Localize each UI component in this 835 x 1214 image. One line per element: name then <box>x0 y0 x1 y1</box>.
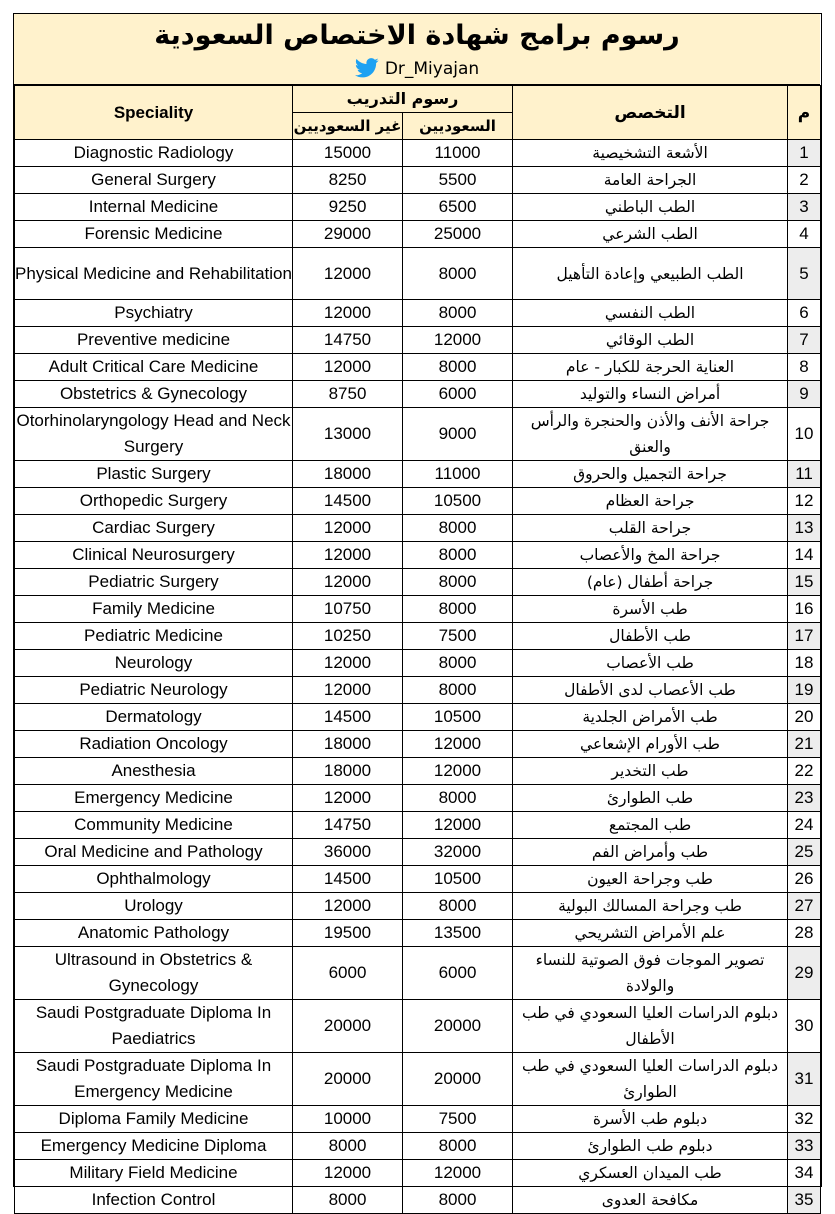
speciality-cell: Military Field Medicine <box>15 1160 293 1187</box>
non-saudi-fee-cell: 29000 <box>293 221 403 248</box>
speciality-cell: Plastic Surgery <box>15 461 293 488</box>
row-index-cell: 29 <box>788 947 821 1000</box>
table-row <box>15 408 821 461</box>
speciality-cell: Saudi Postgraduate Diploma In Emergency Medicine <box>15 1053 293 1106</box>
speciality-cell: Adult Critical Care Medicine <box>15 354 293 381</box>
specialty-ar-cell: دبلوم الدراسات العليا السعودي في طب الأطفال <box>513 1000 788 1053</box>
table-row <box>15 194 821 221</box>
specialty-ar-cell: الطب الشرعي <box>513 221 788 248</box>
row-index-cell: 17 <box>788 623 821 650</box>
table-row <box>15 1187 821 1214</box>
non-saudi-fee-cell: 15000 <box>293 140 403 167</box>
specialty-ar-cell: دبلوم طب الطوارئ <box>513 1133 788 1160</box>
saudi-fee-cell: 6000 <box>403 381 513 408</box>
row-index-cell: 7 <box>788 327 821 354</box>
col-header-specialty-ar: التخصص <box>513 86 788 140</box>
saudi-fee-cell: 10500 <box>403 704 513 731</box>
row-index-cell: 31 <box>788 1053 821 1106</box>
row-index-cell: 15 <box>788 569 821 596</box>
row-index-cell: 20 <box>788 704 821 731</box>
col-header-saudi: السعوديين <box>403 113 513 140</box>
specialty-ar-cell: جراحة أطفال (عام) <box>513 569 788 596</box>
specialty-ar-cell: جراحة العظام <box>513 488 788 515</box>
saudi-fee-cell: 32000 <box>403 839 513 866</box>
non-saudi-fee-cell: 9250 <box>293 194 403 221</box>
row-index-cell: 24 <box>788 812 821 839</box>
row-index-cell: 16 <box>788 596 821 623</box>
specialty-ar-cell: دبلوم طب الأسرة <box>513 1106 788 1133</box>
speciality-cell: Anesthesia <box>15 758 293 785</box>
row-index-cell: 32 <box>788 1106 821 1133</box>
col-header-speciality: Speciality <box>15 86 293 140</box>
speciality-cell: Psychiatry <box>15 300 293 327</box>
table-row <box>15 327 821 354</box>
non-saudi-fee-cell: 8000 <box>293 1133 403 1160</box>
non-saudi-fee-cell: 12000 <box>293 677 403 704</box>
table-row <box>15 1106 821 1133</box>
row-index-cell: 21 <box>788 731 821 758</box>
speciality-cell: Ultrasound in Obstetrics & Gynecology <box>15 947 293 1000</box>
saudi-fee-cell: 20000 <box>403 1053 513 1106</box>
non-saudi-fee-cell: 12000 <box>293 248 403 300</box>
speciality-cell: Forensic Medicine <box>15 221 293 248</box>
saudi-fee-cell: 8000 <box>403 300 513 327</box>
table-row <box>15 704 821 731</box>
specialty-ar-cell: تصوير الموجات فوق الصوتية للنساء والولادة <box>513 947 788 1000</box>
table-row <box>15 758 821 785</box>
specialty-ar-cell: أمراض النساء والتوليد <box>513 381 788 408</box>
saudi-fee-cell: 8000 <box>403 569 513 596</box>
saudi-fee-cell: 25000 <box>403 221 513 248</box>
saudi-fee-cell: 11000 <box>403 461 513 488</box>
speciality-cell: Radiation Oncology <box>15 731 293 758</box>
saudi-fee-cell: 8000 <box>403 1187 513 1214</box>
table-row <box>15 866 821 893</box>
specialty-ar-cell: طب وجراحة العيون <box>513 866 788 893</box>
specialty-ar-cell: علم الأمراض التشريحي <box>513 920 788 947</box>
table-row <box>15 596 821 623</box>
non-saudi-fee-cell: 8250 <box>293 167 403 194</box>
table-row <box>15 812 821 839</box>
non-saudi-fee-cell: 12000 <box>293 515 403 542</box>
non-saudi-fee-cell: 13000 <box>293 408 403 461</box>
non-saudi-fee-cell: 12000 <box>293 893 403 920</box>
specialty-ar-cell: جراحة التجميل والحروق <box>513 461 788 488</box>
saudi-fee-cell: 8000 <box>403 515 513 542</box>
non-saudi-fee-cell: 14750 <box>293 327 403 354</box>
speciality-cell: Emergency Medicine Diploma <box>15 1133 293 1160</box>
non-saudi-fee-cell: 12000 <box>293 569 403 596</box>
non-saudi-fee-cell: 14500 <box>293 704 403 731</box>
specialty-ar-cell: الطب النفسي <box>513 300 788 327</box>
row-index-cell: 33 <box>788 1133 821 1160</box>
saudi-fee-cell: 6000 <box>403 947 513 1000</box>
speciality-cell: Physical Medicine and Rehabilitation <box>15 248 293 300</box>
speciality-cell: Cardiac Surgery <box>15 515 293 542</box>
specialty-ar-cell: الأشعة التشخيصية <box>513 140 788 167</box>
table-row <box>15 920 821 947</box>
speciality-cell: Dermatology <box>15 704 293 731</box>
non-saudi-fee-cell: 12000 <box>293 785 403 812</box>
non-saudi-fee-cell: 12000 <box>293 1160 403 1187</box>
specialty-ar-cell: الطب الوقائي <box>513 327 788 354</box>
non-saudi-fee-cell: 20000 <box>293 1053 403 1106</box>
saudi-fee-cell: 12000 <box>403 758 513 785</box>
speciality-cell: Internal Medicine <box>15 194 293 221</box>
speciality-cell: Diploma Family Medicine <box>15 1106 293 1133</box>
saudi-fee-cell: 12000 <box>403 812 513 839</box>
table-row <box>15 1000 821 1053</box>
speciality-cell: Diagnostic Radiology <box>15 140 293 167</box>
speciality-cell: Pediatric Medicine <box>15 623 293 650</box>
col-header-non-saudi: غير السعوديين <box>293 113 403 140</box>
non-saudi-fee-cell: 10000 <box>293 1106 403 1133</box>
speciality-cell: Obstetrics & Gynecology <box>15 381 293 408</box>
specialty-ar-cell: طب الأورام الإشعاعي <box>513 731 788 758</box>
specialty-ar-cell: مكافحة العدوى <box>513 1187 788 1214</box>
non-saudi-fee-cell: 8750 <box>293 381 403 408</box>
table-row <box>15 354 821 381</box>
fees-table <box>14 85 821 1214</box>
saudi-fee-cell: 13500 <box>403 920 513 947</box>
table-row <box>15 221 821 248</box>
row-index-cell: 19 <box>788 677 821 704</box>
specialty-ar-cell: طب الطوارئ <box>513 785 788 812</box>
speciality-cell: Oral Medicine and Pathology <box>15 839 293 866</box>
non-saudi-fee-cell: 12000 <box>293 542 403 569</box>
row-index-cell: 1 <box>788 140 821 167</box>
row-index-cell: 27 <box>788 893 821 920</box>
row-index-cell: 4 <box>788 221 821 248</box>
table-header-row <box>15 86 821 113</box>
speciality-cell: Otorhinolaryngology Head and Neck Surgery <box>15 408 293 461</box>
speciality-cell: Community Medicine <box>15 812 293 839</box>
speciality-cell: Anatomic Pathology <box>15 920 293 947</box>
speciality-cell: Emergency Medicine <box>15 785 293 812</box>
table-row <box>15 1053 821 1106</box>
saudi-fee-cell: 12000 <box>403 327 513 354</box>
speciality-cell: General Surgery <box>15 167 293 194</box>
saudi-fee-cell: 8000 <box>403 650 513 677</box>
specialty-ar-cell: طب وأمراض الفم <box>513 839 788 866</box>
saudi-fee-cell: 7500 <box>403 623 513 650</box>
saudi-fee-cell: 9000 <box>403 408 513 461</box>
specialty-ar-cell: طب الميدان العسكري <box>513 1160 788 1187</box>
specialty-ar-cell: طب الأعصاب <box>513 650 788 677</box>
row-index-cell: 10 <box>788 408 821 461</box>
table-row <box>15 893 821 920</box>
specialty-ar-cell: الطب الباطني <box>513 194 788 221</box>
saudi-fee-cell: 10500 <box>403 866 513 893</box>
row-index-cell: 23 <box>788 785 821 812</box>
table-row <box>15 731 821 758</box>
saudi-fee-cell: 6500 <box>403 194 513 221</box>
speciality-cell: Urology <box>15 893 293 920</box>
saudi-fee-cell: 8000 <box>403 1133 513 1160</box>
table-row <box>15 167 821 194</box>
non-saudi-fee-cell: 14500 <box>293 866 403 893</box>
row-index-cell: 12 <box>788 488 821 515</box>
non-saudi-fee-cell: 19500 <box>293 920 403 947</box>
specialty-ar-cell: طب الأمراض الجلدية <box>513 704 788 731</box>
specialty-ar-cell: جراحة المخ والأعصاب <box>513 542 788 569</box>
speciality-cell: Saudi Postgraduate Diploma In Paediatrics <box>15 1000 293 1053</box>
specialty-ar-cell: طب وجراحة المسالك البولية <box>513 893 788 920</box>
non-saudi-fee-cell: 18000 <box>293 731 403 758</box>
table-row <box>15 1160 821 1187</box>
speciality-cell: Pediatric Neurology <box>15 677 293 704</box>
non-saudi-fee-cell: 8000 <box>293 1187 403 1214</box>
table-row <box>15 381 821 408</box>
specialty-ar-cell: طب المجتمع <box>513 812 788 839</box>
saudi-fee-cell: 8000 <box>403 542 513 569</box>
speciality-cell: Preventive medicine <box>15 327 293 354</box>
row-index-cell: 30 <box>788 1000 821 1053</box>
specialty-ar-cell: دبلوم الدراسات العليا السعودي في طب الطوارئ <box>513 1053 788 1106</box>
author-handle <box>14 58 820 79</box>
non-saudi-fee-cell: 12000 <box>293 300 403 327</box>
non-saudi-fee-cell: 6000 <box>293 947 403 1000</box>
speciality-cell: Pediatric Surgery <box>15 569 293 596</box>
non-saudi-fee-cell: 18000 <box>293 461 403 488</box>
table-row <box>15 542 821 569</box>
saudi-fee-cell: 8000 <box>403 354 513 381</box>
non-saudi-fee-cell: 10750 <box>293 596 403 623</box>
speciality-cell: Infection Control <box>15 1187 293 1214</box>
author-handle-text: Dr_Miyajan <box>384 59 480 79</box>
table-row <box>15 569 821 596</box>
saudi-fee-cell: 7500 <box>403 1106 513 1133</box>
twitter-bird-icon <box>355 58 379 78</box>
table-row <box>15 515 821 542</box>
saudi-fee-cell: 5500 <box>403 167 513 194</box>
table-row <box>15 248 821 300</box>
row-index-cell: 26 <box>788 866 821 893</box>
specialty-ar-cell: العناية الحرجة للكبار - عام <box>513 354 788 381</box>
specialty-ar-cell: الجراحة العامة <box>513 167 788 194</box>
row-index-cell: 18 <box>788 650 821 677</box>
saudi-fee-cell: 8000 <box>403 596 513 623</box>
specialty-ar-cell: طب التخدير <box>513 758 788 785</box>
non-saudi-fee-cell: 18000 <box>293 758 403 785</box>
saudi-fee-cell: 8000 <box>403 893 513 920</box>
sheet-header <box>14 14 820 85</box>
saudi-fee-cell: 8000 <box>403 677 513 704</box>
specialty-ar-cell: طب الأسرة <box>513 596 788 623</box>
table-row <box>15 461 821 488</box>
row-index-cell: 6 <box>788 300 821 327</box>
row-index-cell: 3 <box>788 194 821 221</box>
row-index-cell: 25 <box>788 839 821 866</box>
row-index-cell: 14 <box>788 542 821 569</box>
page-title: رسوم برامج شهادة الاختصاص السعودية <box>154 20 680 51</box>
table-row <box>15 140 821 167</box>
non-saudi-fee-cell: 20000 <box>293 1000 403 1053</box>
specialty-ar-cell: الطب الطبيعي وإعادة التأهيل <box>513 248 788 300</box>
specialty-ar-cell: طب الأعصاب لدى الأطفال <box>513 677 788 704</box>
table-row <box>15 785 821 812</box>
speciality-cell: Neurology <box>15 650 293 677</box>
non-saudi-fee-cell: 12000 <box>293 650 403 677</box>
speciality-cell: Clinical Neurosurgery <box>15 542 293 569</box>
row-index-cell: 8 <box>788 354 821 381</box>
row-index-cell: 22 <box>788 758 821 785</box>
speciality-cell: Family Medicine <box>15 596 293 623</box>
speciality-cell: Orthopedic Surgery <box>15 488 293 515</box>
table-row <box>15 839 821 866</box>
row-index-cell: 28 <box>788 920 821 947</box>
saudi-fee-cell: 10500 <box>403 488 513 515</box>
saudi-fee-cell: 20000 <box>403 1000 513 1053</box>
specialty-ar-cell: جراحة القلب <box>513 515 788 542</box>
row-index-cell: 9 <box>788 381 821 408</box>
saudi-fee-cell: 11000 <box>403 140 513 167</box>
non-saudi-fee-cell: 36000 <box>293 839 403 866</box>
row-index-cell: 13 <box>788 515 821 542</box>
table-row <box>15 1133 821 1160</box>
non-saudi-fee-cell: 14750 <box>293 812 403 839</box>
row-index-cell: 34 <box>788 1160 821 1187</box>
saudi-fee-cell: 12000 <box>403 1160 513 1187</box>
non-saudi-fee-cell: 14500 <box>293 488 403 515</box>
non-saudi-fee-cell: 12000 <box>293 354 403 381</box>
row-index-cell: 5 <box>788 248 821 300</box>
specialty-ar-cell: طب الأطفال <box>513 623 788 650</box>
specialty-ar-cell: جراحة الأنف والأذن والحنجرة والرأس والعنق <box>513 408 788 461</box>
row-index-cell: 11 <box>788 461 821 488</box>
table-row <box>15 947 821 1000</box>
speciality-cell: Ophthalmology <box>15 866 293 893</box>
table-row <box>15 300 821 327</box>
saudi-fee-cell: 8000 <box>403 248 513 300</box>
row-index-cell: 2 <box>788 167 821 194</box>
saudi-fee-cell: 8000 <box>403 785 513 812</box>
non-saudi-fee-cell: 10250 <box>293 623 403 650</box>
table-row <box>15 677 821 704</box>
fees-sheet <box>13 13 822 1210</box>
col-header-fees-group: رسوم التدريب <box>293 86 513 113</box>
table-row <box>15 623 821 650</box>
col-header-index: م <box>788 86 821 140</box>
table-row <box>15 650 821 677</box>
row-index-cell: 35 <box>788 1187 821 1214</box>
saudi-fee-cell: 12000 <box>403 731 513 758</box>
table-row <box>15 488 821 515</box>
